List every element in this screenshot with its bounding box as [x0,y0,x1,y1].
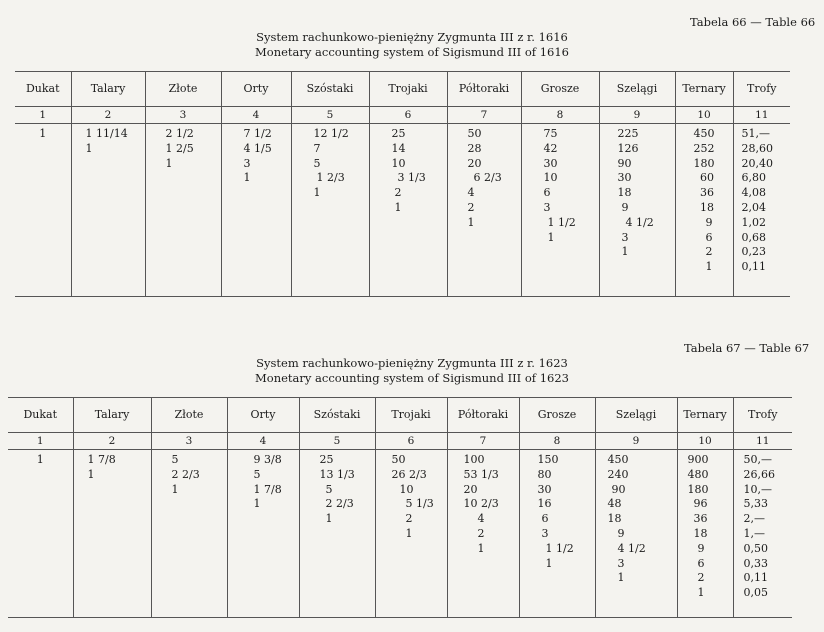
table-cell: 2 [697,571,705,585]
table-cell: 10 [391,156,406,170]
column-number: 9 [595,433,677,450]
table-cell: 1 2/5 [165,141,194,155]
table-cell: 3 [543,200,551,214]
table-cell: 9 [617,526,625,540]
value-column [151,450,227,618]
table-cell: 20,40 [741,156,773,170]
column-number: 11 [733,107,790,124]
table-cell: 1 [325,512,333,526]
table-cell: 1 [405,526,413,540]
value-column [8,450,73,618]
column-number: 6 [369,107,447,124]
table-cell: 30 [543,156,558,170]
table-cell: 1 1/2 [547,215,576,229]
column-header: Trofy [733,72,790,107]
table-cell: 9 [705,215,713,229]
table-cell: 3 [621,230,629,244]
table-title-en: Monetary accounting system of Sigismund III of 1623 [255,371,569,385]
table-cell: 26 2/3 [391,467,427,481]
column-header: Orty [227,398,299,433]
value-column [677,450,733,618]
column-number: 7 [447,107,521,124]
table-cell: 2 [405,512,413,526]
table-cell: 2 [467,200,475,214]
table-cell: 2 [705,245,713,259]
table-cell: 1 [394,200,402,214]
table-cell: 36 [700,186,714,200]
table-cell: 90 [611,482,626,496]
table-cell: 4 1/2 [617,541,646,555]
table-cell: 10 [399,482,414,496]
table-cell: 100 [463,453,485,466]
column-header: Szóstaki [299,398,375,433]
table-cell: 1 7/8 [253,482,282,496]
table-cell: 0,23 [741,245,766,259]
table-cell: 1 [243,171,251,185]
table-title-pl: System rachunkowo-pieniężny Zygmunta III z r. 1616 [256,30,568,44]
table-cell: 26,66 [743,467,775,481]
table-cell: 1 [171,482,179,496]
table-cell: 1 [87,467,95,481]
table-cell: 4 [477,512,485,526]
table-cell: 5 [171,453,179,466]
table-cell: 50,— [743,453,772,466]
table-cell: 25 [319,453,334,466]
column-header: Orty [221,72,291,107]
column-number: 8 [521,107,599,124]
table-cell: 3 [243,156,251,170]
value-column [447,450,519,618]
value-column [227,450,299,618]
table-cell: 1 [467,215,475,229]
table-cell: 25 [391,127,406,140]
table-cell: 450 [693,127,715,140]
table-cell: 1 [621,245,629,259]
column-number: 10 [677,433,733,450]
column-header: Trofy [733,398,792,433]
table-cell: 28,60 [741,141,773,155]
column-header: Złote [145,72,221,107]
table-cell: 2 [477,526,485,540]
table-cell: 2 1/2 [165,127,194,140]
table-cell: 1,— [743,526,765,540]
table-cell: 36 [693,512,708,526]
table-cell: 3 1/3 [397,171,426,185]
column-number: 3 [151,433,227,450]
table-cell: 9 [697,541,705,555]
table-cell: 9 [621,200,629,214]
table-cell: 10,— [743,482,772,496]
table-cell: 10 [543,171,558,185]
column-number: 2 [73,433,151,450]
table-cell: 5,33 [743,497,768,511]
table-cell: 7 1/2 [243,127,272,140]
table-cell: 1 [545,556,553,570]
table-cell: 1 [85,141,93,155]
table-cell: 5 [325,482,333,496]
table-cell: 51,— [741,127,770,140]
table-cell: 1 [36,453,44,466]
table-cell: 6 2/3 [473,171,502,185]
value-column [73,450,151,618]
table-cell: 3 [617,556,625,570]
table-cell: 0,33 [743,556,768,570]
table-cell: 150 [537,453,559,466]
column-header: Szelągi [599,72,675,107]
table-cell: 1 [477,541,485,555]
column-header: Dukat [15,72,71,107]
table-cell: 0,05 [743,586,768,600]
column-header: Dukat [8,398,73,433]
table-cell: 1 [253,497,261,511]
table-label: Tabela 67 — Table 67 [684,341,810,355]
table-title-en: Monetary accounting system of Sigismund III of 1616 [255,45,569,59]
table-cell: 4 [467,186,475,200]
table-cell: 1 7/8 [87,453,116,466]
table-cell: 96 [693,497,708,511]
table-cell: 18 [693,526,708,540]
column-number: 6 [375,433,447,450]
table-cell: 0,11 [743,571,768,585]
column-header: Trojaki [369,72,447,107]
table-cell: 6 [543,186,551,200]
column-header: Złote [151,398,227,433]
table-cell: 16 [537,497,552,511]
column-number: 7 [447,433,519,450]
value-column [299,450,375,618]
table-cell: 1 [617,571,625,585]
table-cell: 20 [463,482,478,496]
table-cell: 9 3/8 [253,453,282,466]
column-header: Szóstaki [291,72,369,107]
column-number: 1 [15,107,71,124]
table-cell: 50 [467,127,482,140]
table-cell: 5 [253,467,261,481]
table-cell: 1 [165,156,173,170]
column-number: 3 [145,107,221,124]
value-column [733,450,792,618]
table-cell: 1 [39,127,47,140]
table-cell: 5 [313,156,321,170]
table-cell: 7 [313,141,321,155]
table-cell: 1 1/2 [545,541,574,555]
table-cell: 900 [687,453,709,466]
column-header: Talary [73,398,151,433]
table-cell: 13 1/3 [319,467,355,481]
table-cell: 4 1/5 [243,141,272,155]
column-number: 4 [227,433,299,450]
table-cell: 4 1/2 [625,215,654,229]
table-cell: 126 [617,141,639,155]
column-header: Grosze [519,398,595,433]
table-cell: 5 1/3 [405,497,434,511]
table-cell: 1 [313,186,321,200]
table-cell: 28 [467,141,482,155]
table-cell: 2 [394,186,402,200]
table-cell: 6 [541,512,549,526]
column-header: Ternary [677,398,733,433]
table-cell: 53 1/3 [463,467,499,481]
table-cell: 1 [705,260,713,274]
column-number: 2 [71,107,145,124]
table-cell: 50 [391,453,406,466]
column-number: 10 [675,107,733,124]
column-number: 9 [599,107,675,124]
table-cell: 80 [537,467,552,481]
table-cell: 90 [617,156,632,170]
column-header: Półtoraki [447,398,519,433]
column-number: 5 [299,433,375,450]
table-cell: 30 [537,482,552,496]
table-cell: 1,02 [741,215,766,229]
column-header: Półtoraki [447,72,521,107]
column-number: 4 [221,107,291,124]
column-header: Talary [71,72,145,107]
table-cell: 6 [705,230,713,244]
table-cell: 2,— [743,512,765,526]
table-cell: 1 11/14 [85,127,128,140]
table-cell: 14 [391,141,406,155]
table-cell: 60 [700,171,714,185]
column-header: Ternary [675,72,733,107]
table-cell: 1 [547,230,555,244]
table-cell: 0,68 [741,230,766,244]
column-number: 8 [519,433,595,450]
table-cell: 10 2/3 [463,497,499,511]
table-cell: 48 [607,497,622,511]
table-cell: 18 [607,512,622,526]
table-cell: 42 [543,141,558,155]
table-cell: 3 [541,526,549,540]
column-header: Szelągi [595,398,677,433]
table-cell: 180 [693,156,715,170]
table-title-pl: System rachunkowo-pieniężny Zygmunta III z r. 1623 [256,356,568,370]
table-cell: 2 2/3 [325,497,354,511]
table-cell: 30 [617,171,632,185]
table-cell: 1 [697,586,705,600]
value-column [519,450,595,618]
table-cell: 18 [617,186,632,200]
table-cell: 0,11 [741,260,766,274]
table-cell: 20 [467,156,482,170]
table-cell: 225 [617,127,639,140]
column-number: 1 [8,433,73,450]
table-label: Tabela 66 — Table 66 [690,15,816,29]
column-header: Grosze [521,72,599,107]
column-number: 11 [733,433,792,450]
table-cell: 12 1/2 [313,127,349,140]
table-cell: 240 [607,467,629,481]
column-header: Trojaki [375,398,447,433]
table-cell: 2,04 [741,200,766,214]
table-cell: 2 2/3 [171,467,200,481]
table-cell: 1 2/3 [316,171,345,185]
money-table-67 [8,397,792,618]
table-cell: 480 [687,467,709,481]
table-cell: 75 [543,127,558,140]
table-cell: 6,80 [741,171,766,185]
table-cell: 18 [700,200,714,214]
table-cell: 252 [693,141,715,155]
table-cell: 450 [607,453,629,466]
value-column [375,450,447,618]
table-cell: 4,08 [741,186,766,200]
table-cell: 180 [687,482,709,496]
column-number: 5 [291,107,369,124]
table-cell: 0,50 [743,541,768,555]
value-column [595,450,677,618]
table-cell: 6 [697,556,705,570]
